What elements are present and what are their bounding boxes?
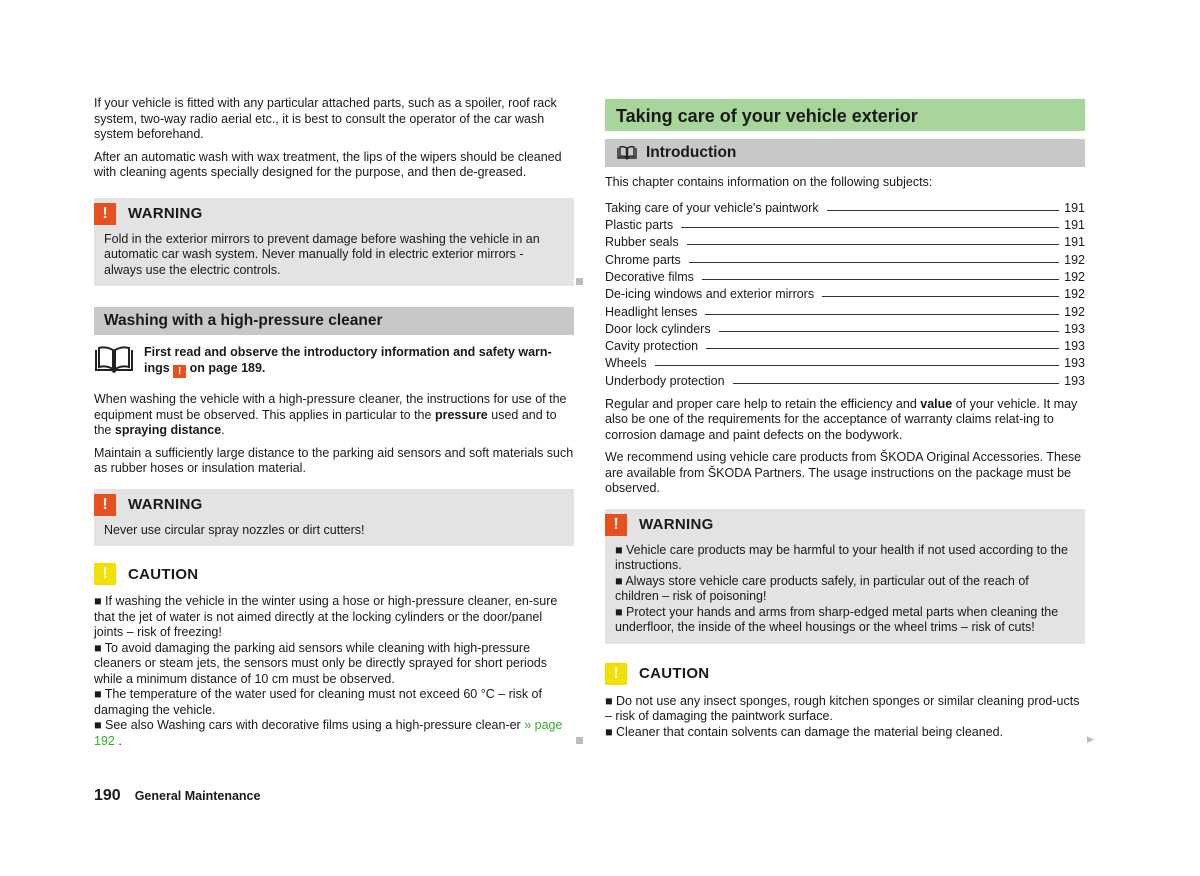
toc-entry[interactable] bbox=[605, 232, 1085, 249]
paragraph-sensor-distance: Maintain a sufficiently large distance to the parking aid sensors and soft materials such as rubber hoses or insulation material. bbox=[94, 445, 574, 475]
toc-entry[interactable] bbox=[605, 249, 1085, 266]
toc-page: 192 bbox=[1064, 304, 1085, 319]
paragraph-regular-care bbox=[605, 397, 1085, 444]
caution-icon: ! bbox=[605, 663, 627, 685]
footer-section-title: General Maintenance bbox=[134, 789, 261, 803]
introduction-header bbox=[605, 139, 1085, 167]
warning-box-mirrors bbox=[94, 198, 574, 287]
toc-leader bbox=[687, 244, 1059, 245]
continue-arrow-icon: ▶ bbox=[1087, 734, 1094, 744]
warning-icon: ! bbox=[605, 514, 627, 536]
toc-leader bbox=[827, 210, 1059, 211]
toc-page: 192 bbox=[1064, 252, 1085, 267]
warning-header bbox=[104, 489, 564, 519]
para-care-bold-value: value bbox=[920, 396, 953, 411]
warning-header bbox=[615, 509, 1075, 539]
book-icon bbox=[617, 146, 637, 160]
para3-part-c: used and to the bbox=[94, 407, 557, 437]
toc-entry[interactable] bbox=[605, 301, 1085, 318]
caution-item: ■ To avoid damaging the parking aid sensors while cleaning with high-pressure cleaners or steam jets, the sensors must only be directly sprayed for short periods while a minimum distance of 10 cm must be observed. bbox=[94, 640, 547, 686]
warning-header bbox=[104, 198, 564, 228]
toc-label: Decorative films bbox=[605, 269, 694, 284]
section-end-marker bbox=[576, 278, 583, 285]
warning-title: WARNING bbox=[639, 516, 714, 534]
warning-icon: ! bbox=[94, 494, 116, 516]
toc-leader bbox=[702, 279, 1059, 280]
caution-icon: ! bbox=[94, 563, 116, 585]
page-reference-link[interactable]: » page 192 bbox=[94, 718, 563, 748]
right-column bbox=[605, 96, 1085, 740]
paragraph-attached-parts: If your vehicle is fitted with any particular attached parts, such as a spoiler, roof rack system, two-way radio aerial etc., it is best to consult the operator of the car wash system beforehand. bbox=[94, 96, 557, 141]
toc-label: Underbody protection bbox=[605, 373, 725, 388]
warning-item: ■ Protect your hands and arms from sharp-edged metal parts when cleaning the underfloor, the inside of the wheel housings or the wheel trims – risk of cuts! bbox=[615, 604, 1059, 635]
warning-text: Fold in the exterior mirrors to prevent damage before washing the vehicle in an automatic car wash system. Never manually fold in electric exterior mirrors - always use the electric controls. bbox=[104, 231, 540, 277]
toc-entry[interactable] bbox=[605, 284, 1085, 301]
toc-entry[interactable] bbox=[605, 198, 1085, 215]
para3-bold-distance: spraying distance bbox=[114, 423, 222, 437]
toc-leader bbox=[719, 331, 1059, 332]
warning-item: ■ Always store vehicle care products safely, in particular out of the reach of children – risk of poisoning! bbox=[615, 573, 1029, 604]
introduction-title: Introduction bbox=[646, 144, 737, 161]
toc-label: Door lock cylinders bbox=[605, 321, 711, 336]
page-footer bbox=[94, 787, 260, 805]
toc-page: 193 bbox=[1064, 356, 1085, 371]
paragraph-wax-treatment: After an automatic wash with wax treatment, the lips of the wipers should be cleaned with cleaning agents specially designed for the purpose, and then de-greased. bbox=[94, 149, 562, 179]
toc-entry[interactable] bbox=[605, 370, 1085, 387]
warning-box-nozzles bbox=[94, 489, 574, 547]
toc-leader bbox=[822, 296, 1059, 297]
warning-icon: ! bbox=[94, 203, 116, 225]
warning-box-care-products bbox=[605, 509, 1085, 644]
chapter-title: Taking care of your vehicle exterior bbox=[605, 99, 1085, 131]
toc-label: Cavity protection bbox=[605, 339, 699, 354]
toc-label: Chrome parts bbox=[605, 252, 681, 267]
toc-page: 192 bbox=[1064, 287, 1085, 302]
first-read-page: on page 189. bbox=[189, 360, 266, 375]
caution-item-text: ■ See also Washing cars with decorative films using a high-pressure clean-er bbox=[94, 718, 521, 732]
toc-entry[interactable] bbox=[605, 215, 1085, 232]
toc-entry[interactable] bbox=[605, 353, 1085, 370]
toc-leader bbox=[655, 365, 1059, 366]
toc-entry[interactable] bbox=[605, 267, 1085, 284]
toc-label: De-icing windows and exterior mirrors bbox=[605, 287, 815, 302]
caution-header bbox=[605, 658, 1085, 688]
warning-list bbox=[615, 543, 1075, 636]
toc-page: 191 bbox=[1064, 200, 1085, 215]
toc-label: Headlight lenses bbox=[605, 304, 698, 319]
caution-title: CAUTION bbox=[639, 665, 710, 683]
caution-item: ■ The temperature of the water used for cleaning must not exceed 60 °C – risk of damaging the vehicle. bbox=[94, 687, 542, 717]
table-of-contents bbox=[605, 198, 1085, 388]
left-column bbox=[94, 96, 574, 749]
caution-item: ■ Cleaner that contain solvents can damage the material being cleaned. bbox=[605, 724, 1004, 739]
toc-label: Rubber seals bbox=[605, 235, 679, 250]
toc-entry[interactable] bbox=[605, 336, 1085, 353]
toc-label: Plastic parts bbox=[605, 218, 674, 233]
toc-leader bbox=[705, 314, 1059, 315]
toc-page: 193 bbox=[1064, 373, 1085, 388]
first-read-text: First read and observe the introductory information and safety warn-ings bbox=[144, 345, 552, 375]
toc-leader bbox=[689, 262, 1059, 263]
warning-text: Never use circular spray nozzles or dirt cutters! bbox=[104, 522, 365, 537]
toc-leader bbox=[681, 227, 1059, 228]
caution-box-left bbox=[94, 558, 574, 749]
caution-item: ■ Do not use any insect sponges, rough kitchen sponges or similar cleaning prod-ucts – risk of damaging the paintwork surface. bbox=[605, 693, 1080, 724]
inline-warning-icon: ! bbox=[173, 365, 186, 378]
caution-item: ■ If washing the vehicle in the winter using a hose or high-pressure cleaner, en-sure that the jet of water is not aimed directly at the locking cylinders or the door/panel joints – risk of freezing! bbox=[94, 594, 558, 639]
book-icon bbox=[94, 346, 134, 379]
para3-bold-pressure: pressure bbox=[434, 407, 488, 422]
caution-box-right bbox=[605, 658, 1085, 741]
para3-end: . bbox=[221, 423, 225, 437]
warning-title: WARNING bbox=[128, 205, 203, 222]
toc-page: 193 bbox=[1064, 339, 1085, 354]
para3-part-a: When washing the vehicle with a high-pressure cleaner, the instructions for use of the equipment must be observed. This applies in particular to the bbox=[94, 392, 567, 422]
page-number: 190 bbox=[94, 787, 121, 804]
caution-item-end: . bbox=[114, 733, 122, 748]
warning-title: WARNING bbox=[128, 496, 203, 513]
section-title-high-pressure: Washing with a high-pressure cleaner bbox=[94, 307, 574, 335]
toc-label: Taking care of your vehicle's paintwork bbox=[605, 200, 819, 215]
toc-entry[interactable] bbox=[605, 319, 1085, 336]
caution-item bbox=[94, 718, 574, 749]
caution-title: CAUTION bbox=[128, 565, 199, 583]
toc-page: 191 bbox=[1064, 235, 1085, 250]
intro-text: This chapter contains information on the following subjects: bbox=[605, 175, 933, 189]
toc-label: Wheels bbox=[605, 356, 647, 371]
toc-leader bbox=[706, 348, 1059, 349]
toc-page: 191 bbox=[1064, 218, 1085, 233]
section-end-marker bbox=[576, 737, 583, 744]
first-read-notice bbox=[94, 345, 574, 379]
para-care-part-a: Regular and proper care help to retain the efficiency and bbox=[605, 396, 917, 411]
paragraph-high-pressure-instructions bbox=[94, 392, 574, 439]
para-care-part-c: of your vehicle. It may also be one of the requirements for the acceptance of warranty claims relat-ing to corrosion damage and paint defects on the bodywork. bbox=[605, 396, 1078, 442]
toc-page: 193 bbox=[1064, 321, 1085, 336]
toc-page: 192 bbox=[1064, 269, 1085, 284]
caution-header bbox=[94, 558, 574, 588]
paragraph-care-products: We recommend using vehicle care products from ŠKODA Original Accessories. These are available from ŠKODA Partners. The usage instructions on the package must be observed. bbox=[605, 450, 1082, 496]
toc-leader bbox=[733, 383, 1059, 384]
warning-item: ■ Vehicle care products may be harmful to your health if not used according to the instructions. bbox=[615, 542, 1068, 573]
